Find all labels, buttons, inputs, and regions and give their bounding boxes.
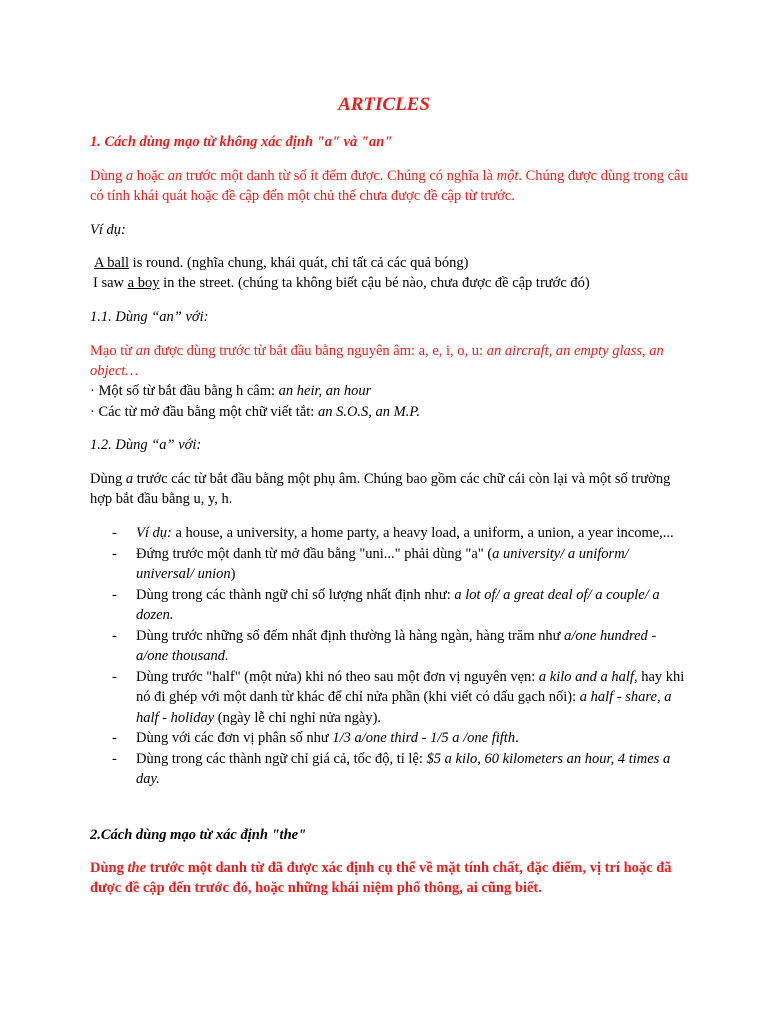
example-label: Ví dụ: — [90, 222, 126, 238]
usage-list — [90, 523, 690, 790]
list-item: - Dùng trước những số đếm nhất định thường là hàng ngàn, hàng trăm như a/one hundred - a/one thousand. — [90, 626, 690, 667]
section-2-paragraph: Dùng the trước một danh từ đã được xác định cụ thể về mặt tính chất, đặc điểm, vị trí hoặc đã được đề cập đến trước đó, hoặc những khái niệm phổ thông, ai cũng biết. — [90, 860, 672, 896]
bullet-h-silent: · Một số từ bắt đầu bằng h câm: an heir, an hour — [90, 383, 372, 399]
section-1-1-heading: 1.1. Dùng “an” với: — [90, 309, 209, 325]
list-item: - Ví dụ: a house, a university, a home party, a heavy load, a uniform, a union, a year income,... — [90, 523, 690, 544]
page-title: ARTICLES — [338, 94, 430, 115]
list-item: - Dùng trong các thành ngữ chỉ giá cả, tốc độ, tỉ lệ: $5 a kilo, 60 kilometers an hour, 4 times a day. — [90, 749, 690, 790]
example-line-1: A ball is round. (nghĩa chung, khái quát, chỉ tất cả các quả bóng) — [94, 255, 469, 271]
section-2-heading: 2.Cách dùng mạo từ xác định "the" — [90, 827, 307, 843]
list-item: - Dùng trước "half" (một nửa) khi nó theo sau một đơn vị nguyên vẹn: a kilo and a half, hay khi nó đi ghép với một danh từ khác để chỉ nửa phần (khi viết có dấu gạch nối): a half - share, a half - holiday (ngày lễ chỉ nghỉ nửa ngày). — [90, 667, 690, 729]
section-1-1-paragraph: Mạo từ an được dùng trước từ bắt đầu bằng nguyên âm: a, e, i, o, u: an aircraft, an empty glass, an object… — [90, 343, 664, 379]
section-1-2-paragraph: Dùng a trước các từ bắt đầu bằng một phụ âm. Chúng bao gồm các chữ cái còn lại và một số trường hợp bắt đầu bằng u, y, h. — [90, 471, 671, 507]
example-line-2: I saw a boy in the street. (chúng ta không biết cậu bé nào, chưa được đề cập trước đó) — [93, 275, 590, 291]
section-1-heading: 1. Cách dùng mạo từ không xác định "a" và "an" — [90, 134, 393, 150]
list-item: - Dùng với các đơn vị phân số như 1/3 a/one third - 1/5 a /one fifth. — [90, 728, 690, 749]
list-item: - Dùng trong các thành ngữ chỉ số lượng nhất định như: a lot of/ a great deal of/ a couple/ a dozen. — [90, 585, 690, 626]
section-1-2-heading: 1.2. Dùng “a” với: — [90, 437, 202, 453]
bullet-abbreviation: · Các từ mở đầu bằng một chữ viết tắt: an S.O.S, an M.P. — [90, 404, 420, 420]
list-item: - Đứng trước một danh từ mở đầu bằng "uni..." phải dùng "a" (a university/ a uniform/ universal/ union) — [90, 544, 690, 585]
section-1-paragraph: Dùng a hoặc an trước một danh từ số ít đếm được. Chúng có nghĩa là một. Chúng được dùng trong câu có tính khái quát hoặc đề cập đến một chủ thể chưa được đề cập từ trước. — [90, 168, 688, 204]
